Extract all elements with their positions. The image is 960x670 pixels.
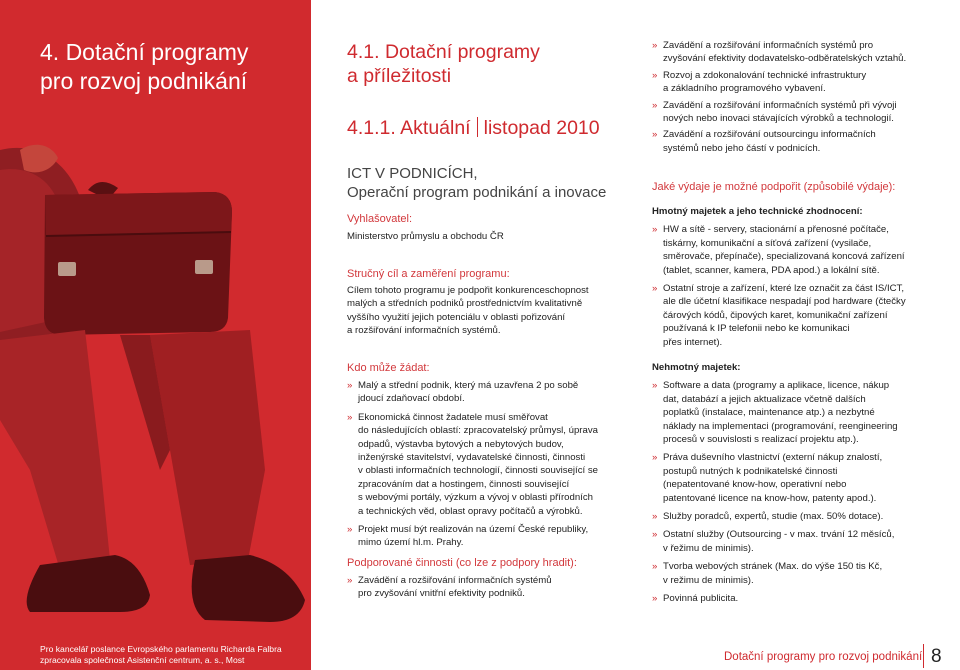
- list-item-line: nových nebo inovaci stávajících výrobků a technologií.: [663, 113, 894, 125]
- intangible-assets-label: Nehmotný majetek:: [652, 362, 741, 373]
- footer-credit-line-2: zpracovala společnost Asistenční centrum, a. s., Most: [40, 655, 245, 665]
- list-item-line: » Služby poradců, expertů, studie (max. 50% dotace).: [663, 511, 884, 523]
- heading-separator: [477, 117, 478, 137]
- list-item-line: » Zavádění a rozšiřování informačních systémů pro: [663, 40, 874, 51]
- list-item-line: » Rozvoj a zdokonalování technické infrastruktury: [663, 69, 867, 81]
- list-item-line: zvyšování efektivity dodavatelsko-odběratelských vztahů.: [663, 53, 907, 65]
- subsection-date: listopad 2010: [483, 117, 600, 139]
- list-item-line: inženýrské stavitelství, vydavatelské činnosti, činnosti: [358, 452, 586, 464]
- list-item-line: » Projekt musí být realizován na území České republiky,: [358, 524, 589, 536]
- chapter-title-line-2: pro rozvoj podnikání: [40, 68, 248, 94]
- page-number-divider: [923, 644, 924, 668]
- subsection-number: 4.1.1.: [347, 117, 396, 139]
- list-item: [347, 411, 637, 518]
- list-item-line: » Povinná publicita.: [663, 593, 739, 605]
- list-item: [652, 282, 952, 349]
- list-item-line: v řežimu de minimis).: [663, 542, 754, 554]
- list-item-line: používaná k IP telefonii nebo ke komunikaci: [663, 323, 850, 335]
- goal-label: Stručný cíl a zaměření programu:: [347, 268, 510, 280]
- list-item-line: (nepatentované know-how, operativní nebo: [663, 479, 847, 491]
- list-item-line: s webovými portály, výzkum a vývoj v oblasti přírodních: [358, 492, 593, 504]
- goal-text-line: malých a středních podniků prostřednictvím kvalitativně: [347, 298, 583, 310]
- list-item-line: odpadů, výstavba bytových a nebytových budov,: [358, 438, 564, 450]
- list-item: [652, 99, 952, 126]
- list-item-line: a základního programového vybavení.: [663, 83, 826, 95]
- supported-activities-continued: [652, 39, 952, 158]
- announcer-section: [347, 212, 504, 243]
- list-item-line: » Tvorba webových stránek (Max. do výše 150 tis Kč,: [663, 561, 883, 573]
- page-number: 8: [931, 646, 942, 667]
- cover-photo-panel: [0, 0, 311, 670]
- list-item-line: » Práva duševního vlastnictví (externí nákup znalostí,: [663, 452, 883, 464]
- list-item: [347, 523, 637, 550]
- supported-activities-list-continued: [652, 39, 952, 155]
- list-item-line: směrovače, přepínače), specializovaná koncová zařízení: [663, 251, 905, 263]
- goal-text: [347, 284, 589, 338]
- who-can-apply-label: Kdo může žádat:: [347, 362, 430, 374]
- list-item-line: mimo území hl.m. Prahy.: [358, 537, 464, 549]
- chapter-title: [40, 38, 248, 96]
- list-item: [652, 223, 952, 277]
- section-heading: [347, 40, 540, 88]
- list-item-line: procesů v souvislosti s realizací projektu atp.).: [663, 434, 859, 446]
- chapter-title-line-1: 4. Dotační programy: [40, 39, 249, 65]
- tangible-assets-section: [652, 205, 952, 354]
- list-item-line: do následujících oblastí: zpracovatelský průmysl, úprava: [358, 425, 598, 437]
- program-title-line-1: ICT V PODNICÍCH,: [347, 165, 478, 182]
- who-can-apply-list: [347, 379, 637, 550]
- list-item-line: zpracováním dat a hostingem, činnosti související: [358, 478, 570, 490]
- list-item-line: v režimu de minimis).: [663, 574, 754, 586]
- announcer-label: Vyhlašovatel:: [347, 213, 413, 225]
- list-item-line: » Zavádění a rozšiřování informačních systémů při vývoji: [663, 99, 897, 111]
- list-item: [652, 39, 952, 66]
- list-item-line: » Software a data (programy a aplikace, licence, nákup: [663, 380, 890, 392]
- list-item: [652, 510, 952, 523]
- list-item-line: pro zvyšování vnitřní efektivity podniků.: [358, 588, 525, 600]
- section-heading-line-2: a příležitosti: [347, 65, 452, 87]
- program-title: [347, 164, 606, 202]
- tangible-assets-label: Hmotný majetek a jeho technické zhodnocení:: [652, 206, 863, 217]
- list-item-line: přes internet).: [663, 336, 723, 348]
- list-item-line: ale dle účetní klasifikace nespadají pod hardware (čtečky: [663, 296, 906, 308]
- section-heading-line-1: 4.1. Dotační programy: [347, 41, 540, 63]
- list-item-line: » Zavádění a rozšiřování outsourcingu informačních: [663, 129, 876, 141]
- program-title-line-2: Operační program podnikání a inovace: [347, 184, 607, 201]
- goal-text-line: a rozšiřování informačních systémů.: [347, 325, 501, 337]
- list-item-line: systémů nebo jeho částí v podnicích.: [663, 142, 821, 154]
- goal-text-line: Cílem tohoto programu je podpořit konkurenceschopnost: [347, 285, 589, 296]
- list-item-line: » Ekonomická činnost žadatele musí směřovat: [358, 411, 548, 423]
- subsection-heading: [347, 116, 600, 140]
- intangible-assets-list: [652, 379, 952, 605]
- list-item-line: patentované licence na know-how, patenty apod.).: [663, 492, 877, 504]
- list-item: [652, 451, 952, 505]
- list-item: [652, 379, 952, 446]
- list-item: [347, 574, 637, 601]
- list-item-line: náklady na implementaci (programování, reengineering: [663, 420, 898, 432]
- list-item: [652, 560, 952, 587]
- list-item-line: a technických věd, oblast opravy počítačů a výrobků.: [358, 505, 583, 517]
- list-item-line: dat, databází a jejich aktualizace včetně dalších: [663, 393, 866, 405]
- list-item: [652, 69, 952, 96]
- list-item-line: » Ostatní služby (Outsourcing - v max. trvání 12 měsíců,: [663, 529, 895, 541]
- eligible-expenses-heading: Jaké výdaje je možné podpořit (způsobilé výdaje):: [652, 181, 896, 193]
- footer-credit: [40, 644, 282, 666]
- goal-section: [347, 267, 589, 338]
- list-item-line: » HW a sítě - servery, stacionární a přenosné počítače,: [663, 224, 889, 236]
- footer-credit-line-1: Pro kancelář poslance Evropského parlamentu Richarda Falbra: [40, 644, 282, 654]
- list-item-line: čárových kódů, čipových karet, komunikační zařízení: [663, 309, 888, 321]
- subsection-status: Aktuální: [400, 117, 471, 139]
- list-item: [652, 128, 952, 155]
- list-item-line: (tablet, scanner, kamera, PDA apod.) a lokální sítě.: [663, 264, 880, 276]
- list-item-line: » Zavádění a rozšiřování informačních systémů: [358, 575, 552, 586]
- supported-activities-list: [347, 574, 637, 601]
- list-item-line: » Malý a střední podnik, který má uzavřena 2 po sobě: [358, 380, 579, 391]
- tangible-assets-list: [652, 223, 952, 349]
- who-can-apply-section: [347, 361, 637, 555]
- list-item: [652, 528, 952, 555]
- supported-activities-label: Podporované činnosti (co lze z podpory hradit):: [347, 557, 577, 569]
- supported-activities-section: [347, 556, 637, 601]
- intangible-assets-section: [652, 361, 952, 611]
- list-item-line: poplatků (instalace, maintenance atp.) a nezbytné: [663, 407, 875, 419]
- list-item: [652, 592, 952, 605]
- list-item-line: tiskárny, komunikační a síťová zařízení (vysilače,: [663, 237, 872, 249]
- list-item-line: jdoucí zdaňovací období.: [358, 393, 465, 405]
- businessman-briefcase-illustration: [0, 0, 311, 670]
- list-item-line: » Ostatní stroje a zařízení, které lze označit za část IS/ICT,: [663, 283, 905, 295]
- running-footer-title: Dotační programy pro rozvoj podnikání: [724, 651, 923, 663]
- list-item-line: v oblasti informačních technologií, činnosti související se: [358, 465, 598, 477]
- list-item-line: postupů nutných k podnikatelské činnosti: [663, 465, 838, 477]
- announcer-value: Ministerstvo průmyslu a obchodu ČR: [347, 231, 504, 242]
- goal-text-line: vyššího využití jejich potenciálu v oblasti pořizování: [347, 311, 566, 323]
- list-item: [347, 379, 637, 406]
